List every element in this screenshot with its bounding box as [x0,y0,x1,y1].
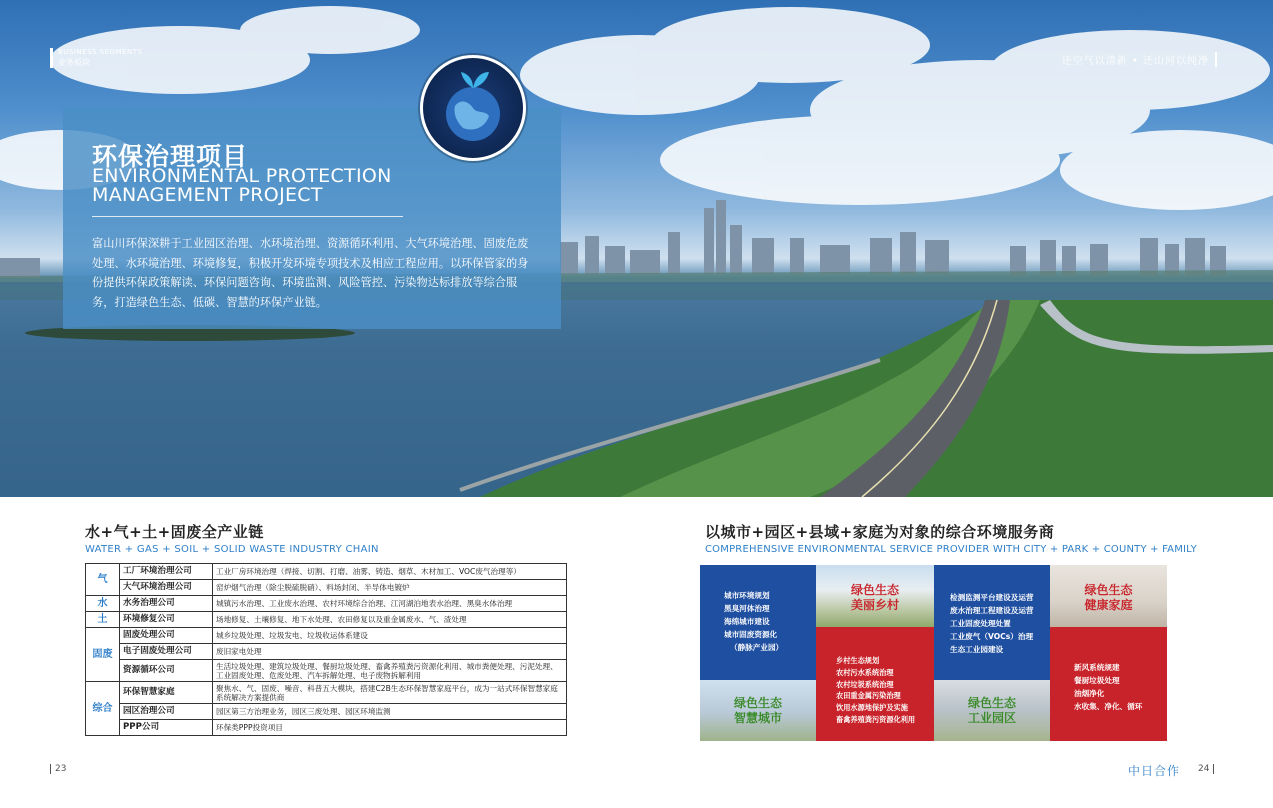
company-cell: 资源循环公司 [120,660,213,682]
list-item: 畜禽养殖粪污资源化利用 [836,714,916,724]
list-item: 检测监测平台建设及运营 [950,593,1034,602]
list-item: 饮用水源地保护及实施 [836,703,908,713]
company-cell: 环境修复公司 [120,612,213,628]
village-label: 绿色生态 美丽乡村 [850,583,899,612]
table-row [86,564,567,580]
list-item: 农村垃圾系统治理 [836,679,894,689]
content-cell: 窑炉烟气治理（除尘脱硫脱硝）、料场封闭、半导体电镀炉 [213,580,567,596]
park-services-tile [934,565,1050,680]
company-cell: 水务治理公司 [120,596,213,612]
globe-plant-icon [420,55,526,161]
services-heading [705,521,1197,555]
page-number-right: 24 [1198,764,1214,774]
category-cell: 土 [86,612,120,628]
park-photo-tile [934,680,1050,741]
park-services-list [950,591,1034,656]
village-photo-tile [816,565,934,627]
village-services-list [836,655,915,726]
content-cell: 生活垃圾处理、建筑垃圾处理、餐厨垃圾处理、畜禽养殖粪污资源化利用、城市粪便处理、污泥处理、工业固废处理、危废处理、汽车拆解处理、电子废物拆解利用 [213,660,567,682]
list-item: 餐厨垃圾处理 [1074,676,1120,685]
list-item: 农田重金属污染治理 [836,691,901,701]
home-services-list [1074,661,1142,713]
services-title-cn: 以城市+园区+县域+家庭为对象的综合环境服务商 [705,523,1055,541]
home-label: 绿色生态 健康家庭 [1084,583,1133,612]
brand-label: 中日合作 [1128,764,1181,778]
company-cell: 工厂环境治理公司 [120,564,213,580]
table-row [86,704,567,720]
slogan: 还空气以清新 • 还山河以纯净 [1062,52,1217,67]
table-row [86,580,567,596]
chain-heading [85,521,379,555]
category-cell: 固废 [86,628,120,682]
segment-label-en: BUSINESS SEGMENTS [58,48,143,56]
home-photo-tile [1050,565,1167,627]
chain-title-cn: 水+气+土+固废全产业链 [85,523,264,541]
list-item: 工业废气（VOCs）治理 [950,632,1034,641]
section-title-cn: 环保治理项目 [92,142,249,171]
company-cell: 大气环境治理公司 [120,580,213,596]
table-row [86,596,567,612]
home-services-tile [1050,627,1167,741]
content-cell: 环保类PPP投资项目 [213,720,567,736]
list-item: 乡村生态规划 [836,656,880,665]
services-title-en: COMPREHENSIVE ENVIRONMENTAL SERVICE PROVIDER WITH CITY + PARK + COUNTY + FAMILY [705,544,1197,555]
content-cell: 园区第三方治理业务，园区三废处理、园区环境监测 [213,704,567,720]
city-services-list [724,589,783,654]
list-item: 生态工业园建设 [950,645,1004,654]
table-row [86,644,567,660]
page-number-left: 23 [50,764,66,774]
list-item: 黑臭河体治理 [724,604,770,613]
table-row [86,720,567,736]
company-cell: PPP公司 [120,720,213,736]
title-divider [92,216,403,217]
content-cell: 城镇污水治理、工业废水治理、农村环境综合治理、江河湖泊地表水治理、黑臭水体治理 [213,596,567,612]
segment-label-cn: 业务板块 [58,58,90,67]
city-services-tile [700,565,816,680]
list-item: 工业固废处理处置 [950,619,1011,628]
list-item: 城市环境规划 [724,591,770,600]
category-cell: 水 [86,596,120,612]
services-grid [700,565,1167,741]
list-item: 海绵城市建设 [724,617,770,626]
table-row [86,628,567,644]
category-cell: 综合 [86,682,120,736]
list-item: （静脉产业园） [730,643,784,652]
list-item: 水收集、净化、循环 [1074,702,1143,711]
list-item: 油烟净化 [1074,689,1105,698]
village-services-tile [816,627,934,741]
company-cell: 环保智慧家庭 [120,682,213,704]
list-item: 农村污水系统治理 [836,667,894,677]
chain-title-en: WATER + GAS + SOIL + SOLID WASTE INDUSTRY CHAIN [85,544,379,555]
list-item: 新风系统规建 [1074,663,1120,672]
table-row [86,660,567,682]
industry-chain-table [85,563,567,736]
content-cell: 聚焦水、气、固废、噪音、科普五大模块，搭建C2B生态环保智慧家庭平台，成为一站式环保智慧家庭系统解决方案提供商 [213,682,567,704]
content-cell: 城乡垃圾处理、垃圾发电、垃圾收运体系建设 [213,628,567,644]
list-item: 城市固废资源化 [724,630,778,639]
content-cell: 工业厂房环境治理（焊接、切割、打磨、油雾、铸造、烟草、木材加工、VOC废气治理等） [213,564,567,580]
company-cell: 电子固废处理公司 [120,644,213,660]
city-label: 绿色生态 智慧城市 [733,696,782,725]
content-cell: 场地修复、土壤修复、地下水处理、农田修复以及重金属废水、气、渣处理 [213,612,567,628]
business-segments-tag [50,48,142,68]
city-photo-tile [700,680,816,741]
park-label: 绿色生态 工业园区 [967,696,1016,725]
content-cell: 废旧家电处理 [213,644,567,660]
category-cell: 气 [86,564,120,596]
company-cell: 固废处理公司 [120,628,213,644]
company-cell: 园区治理公司 [120,704,213,720]
table-row [86,682,567,704]
table-row [86,612,567,628]
intro-description: 富山川环保深耕于工业园区治理、水环境治理、资源循环利用、大气环境治理、固废危废处理、水环境治理、环境修复，积极开发环境专项技术及相应工程应用。以环保管家的身份提供环保政策解读、环保问题咨询、环境监测、风险管控、污染物达标排放等综合服务，打造绿色生态、低碳、智慧的环保产业链。 [92,237,529,309]
section-title-en: ENVIRONMENTAL PROTECTION MANAGEMENT PROJECT [92,165,392,206]
list-item: 废水治理工程建设及运营 [950,606,1034,615]
